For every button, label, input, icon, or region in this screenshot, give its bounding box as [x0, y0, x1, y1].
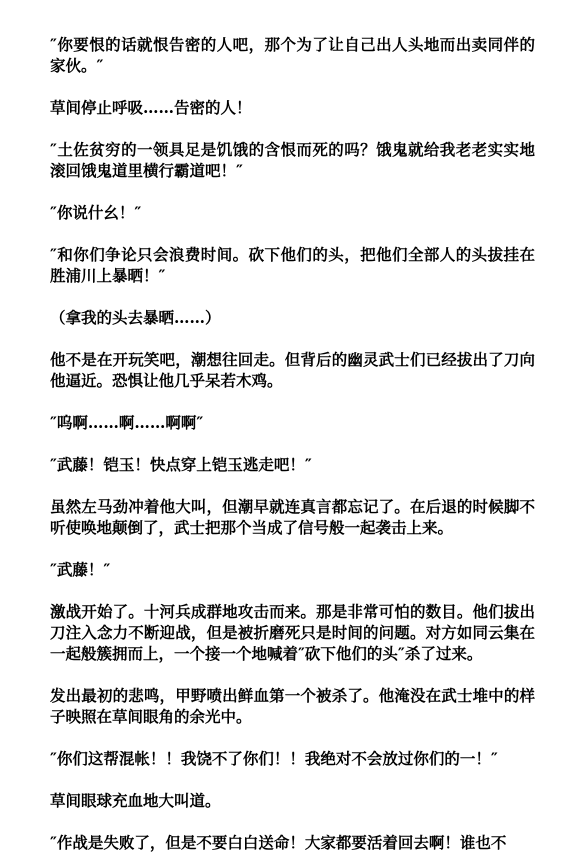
paragraph: 发出最初的悲鸣，甲野喷出鲜血第一个被杀了。他淹没在武士堆中的样子映照在草间眼角的余光中。: [50, 686, 535, 726]
paragraph: 虽然左马劲冲着他大叫，但潮早就连真言都忘记了。在后退的时候脚不听使唤地颠倒了，武士把那个当成了信号般一起袭击上来。: [50, 497, 535, 537]
paragraph: 草间眼球充血地大叫道。: [50, 791, 221, 810]
paragraph: （拿我的头去暴晒……）: [50, 308, 221, 327]
paragraph: 草间停止呼吸……告密的人！: [50, 98, 252, 117]
paragraph: ″土佐贫穷的一领具足是饥饿的含恨而死的吗？饿鬼就给我老老实实地滚回饿鬼道里横行霸道吧！″: [50, 140, 535, 180]
paragraph: ″武藤！″: [50, 560, 111, 579]
paragraph: ″呜啊……啊……啊啊″: [50, 413, 204, 432]
paragraph: ″和你们争论只会浪费时间。砍下他们的头，把他们全部人的头拔挂在胜浦川上暴晒！″: [50, 245, 535, 285]
paragraph: ″你说什幺！″: [50, 203, 142, 222]
paragraph: 激战开始了。十河兵成群地攻击而来。那是非常可怕的数目。他们拔出刀注入念力不断迎战，但是被折磨死只是时间的问题。对方如同云集在一起般簇拥而上，一个接一个地喊着″砍下他们的头″杀了过来。: [50, 602, 535, 663]
paragraph: 他不是在开玩笑吧，潮想往回走。但背后的幽灵武士们已经拔出了刀向他逼近。恐惧让他几乎呆若木鸡。: [50, 350, 535, 390]
paragraph: ″你们这帮混帐！！我饶不了你们！！我绝对不会放过你们的一！″: [50, 749, 498, 768]
paragraph: ″你要恨的话就恨告密的人吧，那个为了让自己出人头地而出卖同伴的家伙。″: [50, 35, 535, 75]
paragraph: ″武藤！铠玉！快点穿上铠玉逃走吧！″: [50, 455, 312, 474]
paragraph: ″作战是失败了，但是不要白白送命！大家都要活着回去啊！谁也不: [50, 833, 507, 852]
